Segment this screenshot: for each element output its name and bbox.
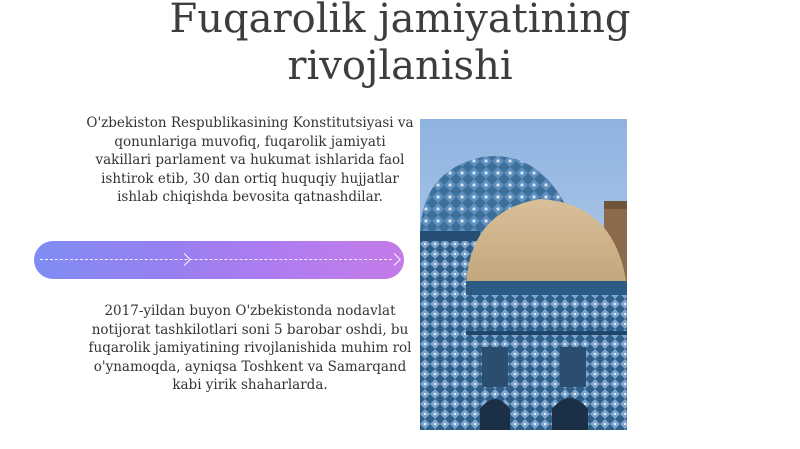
paragraph-constitution: O'zbekiston Respublikasining Konstitutsiyasi va qonunlariga muvofiq, fuqarolik jamiyati vakillari parlament va hukumat ishlarida faol ishtirok etib, 30 dan ortiq huquqiy hujjatlar ishlab chiqishda bevosita qatnashdilar. <box>86 115 414 205</box>
mosque-domes-image <box>420 119 627 430</box>
arrow-right-icon <box>178 253 191 266</box>
mosque-domes-icon <box>420 119 627 430</box>
paragraph-ngo-growth: 2017-yildan buyon O'zbekistonda nodavlat notijorat tashkilotlari soni 5 barobar oshdi, bu fuqarolik jamiyatining rivojlanishida muhim rol o'ynamoqda, ayniqsa Toshkent va Samarqand kabi yirik shaharlarda. <box>88 303 412 393</box>
slide-title: Fuqarolik jamiyatining rivojlanishi <box>169 0 631 89</box>
gradient-divider-bar <box>34 241 404 279</box>
arrow-right-icon <box>388 253 401 266</box>
divider-dashed-line <box>40 259 392 260</box>
